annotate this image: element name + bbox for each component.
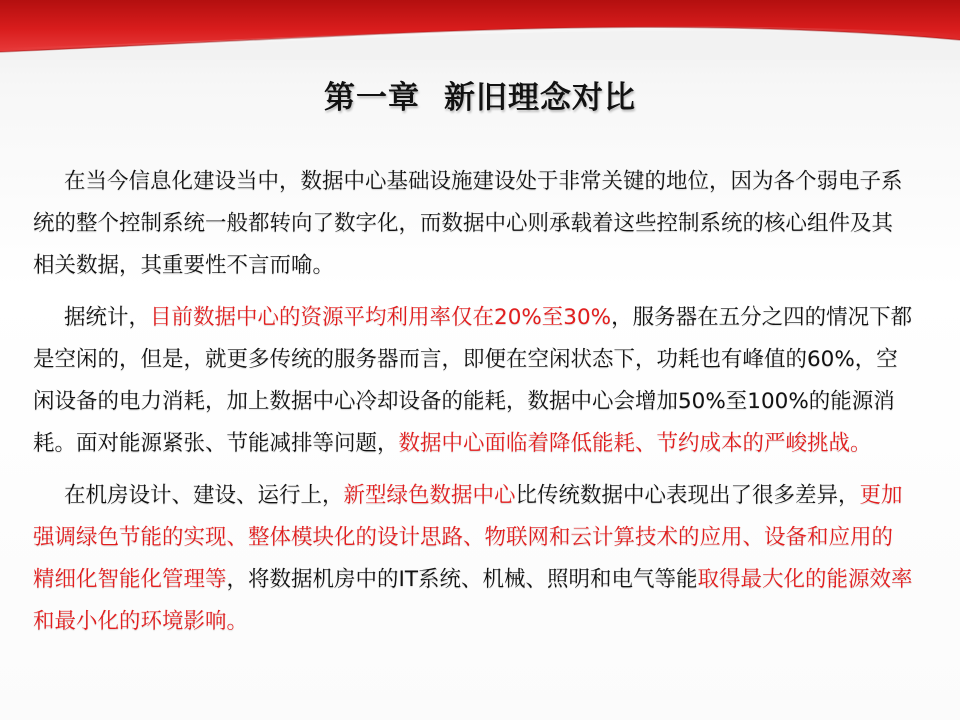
header-wave-graphic <box>0 0 960 60</box>
text-segment: ，将数据机房中的IT系统、机械、照明和电气等能 <box>226 567 698 592</box>
header-banner <box>0 0 960 60</box>
highlighted-text: 更加强调绿色节能的实现、整体模块化的设计思路、物联网和云计算技术的应用、设备和应用的精细化智能化管理等 <box>33 483 903 592</box>
highlighted-text: 数据中心面临着降低能耗、节约成本的严峻挑战。 <box>398 431 872 456</box>
page-title <box>0 72 960 117</box>
paragraph-intro <box>33 161 913 287</box>
paragraph-statistics <box>33 297 913 465</box>
paragraph-green-datacenter <box>33 475 913 643</box>
highlighted-text: 目前数据中心的资源平均利用率仅在20%至30% <box>150 305 612 330</box>
text-segment: ，服务器在五分之四的情况下都是空闲的，但是，就更多传统的服务器而言，即便在空闲状态下，功耗也有峰值的60%，空闲设备的电力消耗，加上数据中心冷却设备的能耗，数据中心会增加50%至100%的能源消耗。面对能源紧张、节能减排等问题， <box>33 305 913 456</box>
chapter-topic: 新旧理念对比 <box>444 80 636 116</box>
highlighted-text: 新型绿色数据中心 <box>343 483 516 508</box>
text-segment: 比传统数据中心表现出了很多差异， <box>515 483 860 508</box>
text-segment: 在机房设计、建设、运行上， <box>64 483 344 508</box>
chapter-label: 第一章 <box>324 80 420 116</box>
body-text <box>33 161 913 643</box>
highlighted-text: 取得最大化的能源效率和最小化的环境影响。 <box>33 567 913 634</box>
text-segment: 在当今信息化建设当中，数据中心基础设施建设处于非常关键的地位，因为各个弱电子系统的整个控制系统一般都转向了数字化，而数据中心则承载着这些控制系统的核心组件及其相关数据，其重要性不言而喻。 <box>33 169 903 278</box>
text-segment: 据统计， <box>64 305 151 330</box>
